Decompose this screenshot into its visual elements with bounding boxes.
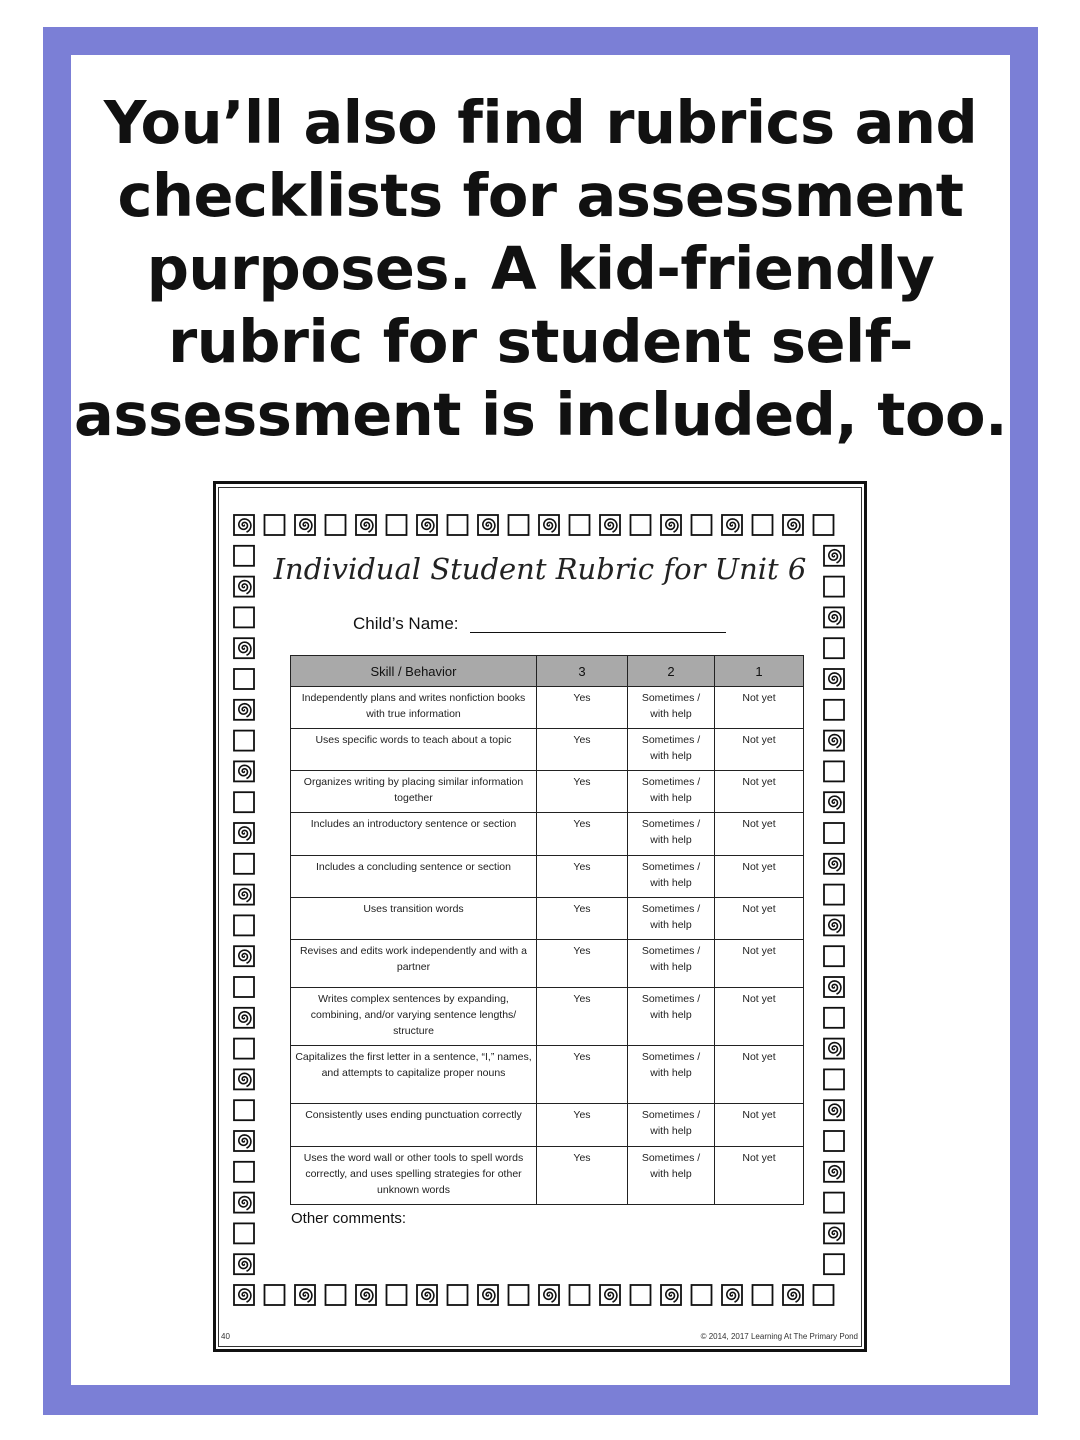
skill-cell: Independently plans and writes nonfiction books with true information (291, 687, 537, 729)
header-skill: Skill / Behavior (291, 656, 537, 687)
other-comments-label: Other comments: (291, 1210, 407, 1227)
child-name-label: Child’s Name: (353, 614, 459, 633)
child-name-line (470, 632, 726, 633)
score-2-cell: Sometimes / with help (628, 940, 715, 988)
headline-line: checklists for assessment (117, 161, 964, 230)
skill-cell: Capitalizes the first letter in a sentence, “I,” names, and attempts to capitalize proper nouns (291, 1046, 537, 1104)
rubric-title: Individual Student Rubric for Unit 6 (273, 552, 807, 586)
headline-line: rubric for student self- (168, 307, 913, 376)
copyright: © 2014, 2017 Learning At The Primary Pond (700, 1332, 858, 1341)
rubric-header-row (291, 656, 804, 687)
score-2-cell: Sometimes / with help (628, 1046, 715, 1104)
score-3-cell: Yes (537, 898, 628, 940)
table-row (291, 729, 804, 771)
skill-cell: Revises and edits work independently and with a partner (291, 940, 537, 988)
score-1-cell: Not yet (715, 729, 804, 771)
table-row (291, 1147, 804, 1205)
headline (71, 86, 1010, 451)
skill-cell: Writes complex sentences by expanding, combining, and/or varying sentence lengths/ structure (291, 988, 537, 1046)
headline-line: purposes. A kid-friendly (146, 234, 935, 303)
score-1-cell: Not yet (715, 1147, 804, 1205)
score-2-cell: Sometimes / with help (628, 856, 715, 898)
headline-line: assessment is included, too. (74, 380, 1007, 449)
table-row (291, 988, 804, 1046)
score-1-cell: Not yet (715, 687, 804, 729)
score-2-cell: Sometimes / with help (628, 687, 715, 729)
table-row (291, 856, 804, 898)
score-1-cell: Not yet (715, 813, 804, 856)
header-score-3: 3 (537, 656, 628, 687)
header-score-1: 1 (715, 656, 804, 687)
score-2-cell: Sometimes / with help (628, 729, 715, 771)
skill-cell: Uses specific words to teach about a topic (291, 729, 537, 771)
score-3-cell: Yes (537, 1046, 628, 1104)
headline-line: You’ll also find rubrics and (103, 88, 978, 157)
skill-cell: Uses transition words (291, 898, 537, 940)
skill-cell: Uses the word wall or other tools to spell words correctly, and uses spelling strategies for other unknown words (291, 1147, 537, 1205)
score-1-cell: Not yet (715, 988, 804, 1046)
score-3-cell: Yes (537, 1147, 628, 1205)
score-1-cell: Not yet (715, 1046, 804, 1104)
table-row (291, 813, 804, 856)
table-row (291, 687, 804, 729)
skill-cell: Consistently uses ending punctuation correctly (291, 1104, 537, 1147)
score-3-cell: Yes (537, 813, 628, 856)
score-1-cell: Not yet (715, 771, 804, 813)
rubric-table (290, 655, 804, 1205)
score-1-cell: Not yet (715, 898, 804, 940)
header-score-2: 2 (628, 656, 715, 687)
skill-cell: Organizes writing by placing similar information together (291, 771, 537, 813)
score-3-cell: Yes (537, 940, 628, 988)
score-2-cell: Sometimes / with help (628, 1104, 715, 1147)
skill-cell: Includes an introductory sentence or section (291, 813, 537, 856)
table-row (291, 1104, 804, 1147)
table-row (291, 1046, 804, 1104)
score-3-cell: Yes (537, 856, 628, 898)
score-1-cell: Not yet (715, 940, 804, 988)
score-2-cell: Sometimes / with help (628, 813, 715, 856)
score-2-cell: Sometimes / with help (628, 988, 715, 1046)
score-2-cell: Sometimes / with help (628, 898, 715, 940)
skill-cell: Includes a concluding sentence or section (291, 856, 537, 898)
score-2-cell: Sometimes / with help (628, 1147, 715, 1205)
page-number: 40 (221, 1332, 230, 1341)
score-3-cell: Yes (537, 729, 628, 771)
score-1-cell: Not yet (715, 856, 804, 898)
score-1-cell: Not yet (715, 1104, 804, 1147)
score-3-cell: Yes (537, 988, 628, 1046)
score-3-cell: Yes (537, 771, 628, 813)
score-3-cell: Yes (537, 687, 628, 729)
table-row (291, 898, 804, 940)
score-3-cell: Yes (537, 1104, 628, 1147)
table-row (291, 940, 804, 988)
score-2-cell: Sometimes / with help (628, 771, 715, 813)
table-row (291, 771, 804, 813)
